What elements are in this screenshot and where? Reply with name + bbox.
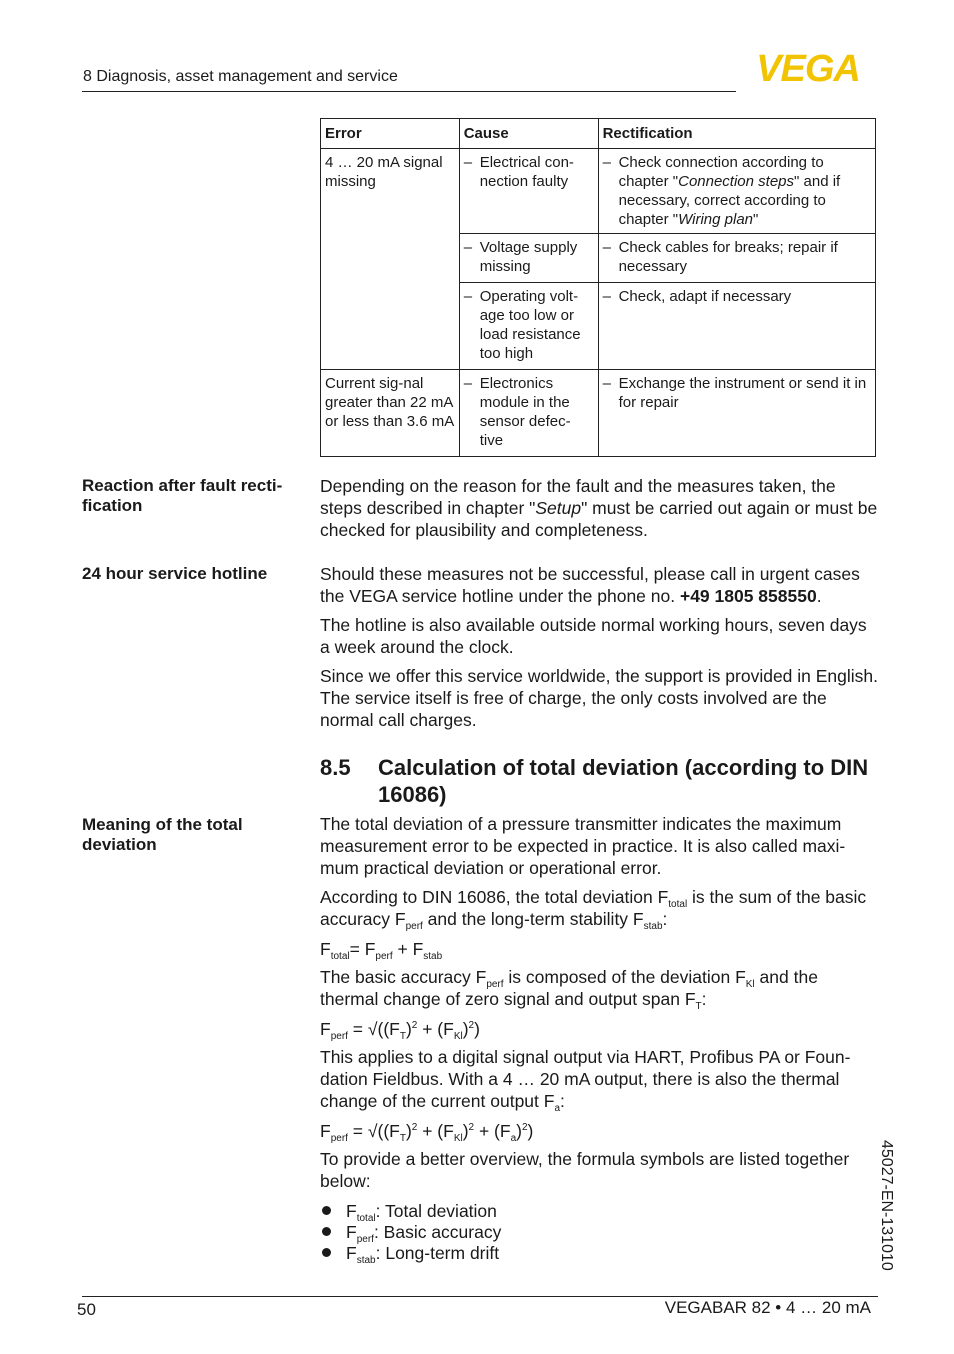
rectification-cell: – Check connection according to chapter "Connection steps" and if necessary, correct according to chapter "Wiring plan" <box>598 149 875 234</box>
hotline-paragraph-2: The hotline is also available outside normal working hours, seven days a week around the clock. <box>320 615 867 657</box>
formula-perf-1: $F_{perf} = √((F_T)^2 + (F_{Kl})^2)$ <box>320 1019 480 1042</box>
product-name: VEGABAR 82 • 4 … 20 mA <box>664 1298 871 1317</box>
document-code: 45027-EN-131010 <box>878 1140 895 1271</box>
hotline-paragraph-1: Should these measures not be successful, please call in urgent cases the VEGA service hotline under the phone no. +49 1805 858550. <box>320 564 860 606</box>
section-title: Calculation of total deviation (according to DIN 16086) <box>378 755 869 807</box>
cause-cell: – Electronics module in the sensor defec-tive <box>459 370 598 457</box>
deviation-paragraph-5: To provide a better overview, the formula symbols are listed together below: <box>320 1149 850 1191</box>
col-header-error: Error <box>321 119 460 149</box>
header-rule <box>82 91 736 92</box>
bullet-icon <box>322 1248 331 1257</box>
error-cell: 4 … 20 mA signal missing <box>321 149 460 370</box>
vega-logo <box>742 50 874 86</box>
side-label-deviation: Meaning of the total deviation <box>82 815 243 854</box>
rectification-cell: – Exchange the instrument or send it in for repair <box>598 370 875 457</box>
col-header-cause: Cause <box>459 119 598 149</box>
error-cell: Current sig-nal greater than 22 mA or less than 3.6 mA <box>321 370 460 457</box>
reaction-paragraph: Depending on the reason for the fault and the measures taken, the steps described in chapter "Setup" must be carried out again or must be checked for plausibility and completeness. <box>320 476 878 540</box>
bullet-icon <box>322 1227 331 1236</box>
cause-cell: – Voltage supply missing <box>459 234 598 283</box>
col-header-rectification: Rectification <box>598 119 875 149</box>
table-row <box>321 370 876 457</box>
formula-perf-2: $F_{perf} = √((F_T)^2 + (F_{Kl})^2 + (F_a)^2)$ <box>320 1121 534 1144</box>
table-row <box>321 149 876 234</box>
rectification-cell: – Check, adapt if necessary <box>598 283 875 370</box>
list-item: $F_{total}$: Total deviation <box>320 1200 880 1221</box>
page-number: 50 <box>77 1300 96 1319</box>
list-item: $F_{perf}$: Basic accuracy <box>320 1221 880 1242</box>
side-label-reaction: Reaction after fault recti-fication <box>82 476 283 515</box>
formula-total: $F_{total}= F_{perf} + F_{stab}$ <box>320 939 443 962</box>
deviation-section <box>320 813 880 1266</box>
hotline-section <box>320 563 880 731</box>
deviation-paragraph-3: The basic accuracy $F_{perf}$ is composed of the deviation $F_{Kl}$ and the thermal change of zero signal and output span $F_T$: <box>320 967 818 1012</box>
deviation-paragraph-2: According to DIN 16086, the total deviation $F_{total}$ is the sum of the basic accuracy $F_{perf}$ and the long-term stability $F_{stab}$: <box>320 887 867 932</box>
list-item: $F_{stab}$: Long-term drift <box>320 1242 880 1263</box>
deviation-paragraph-4: This applies to a digital signal output via HART, Profibus PA or Foun-dation Fieldbus. With a 4 … 20 mA output, there is also the thermal change of the current output $F_a$: <box>320 1047 851 1114</box>
rectification-cell: – Check cables for breaks; repair if necessary <box>598 234 875 283</box>
section-number: 8.5 <box>320 755 351 780</box>
phone-number: +49 1805 858550 <box>679 586 817 606</box>
error-table <box>320 118 876 457</box>
symbol-list <box>320 1200 880 1266</box>
logo-text: VEGA <box>756 50 860 86</box>
side-label-hotline: 24 hour service hotline <box>82 564 268 583</box>
table-header-row <box>321 119 876 149</box>
footer-rule <box>82 1296 878 1297</box>
cause-cell: – Electrical con-nection faulty <box>459 149 598 234</box>
vega-logo-graphic <box>742 50 874 86</box>
running-header: 8 Diagnosis, asset management and service <box>83 68 398 85</box>
deviation-paragraph-1: The total deviation of a pressure transmitter indicates the maximum measurement error to be expected in practice. It is also called maxi-mum practical deviation or operational error. <box>320 814 846 878</box>
cause-cell: – Operating volt-age too low or load resistance too high <box>459 283 598 370</box>
bullet-icon <box>322 1206 331 1215</box>
hotline-paragraph-3: Since we offer this service worldwide, the support is provided in English. The service itself is free of charge, the only costs involved are the normal call charges. <box>320 666 879 730</box>
